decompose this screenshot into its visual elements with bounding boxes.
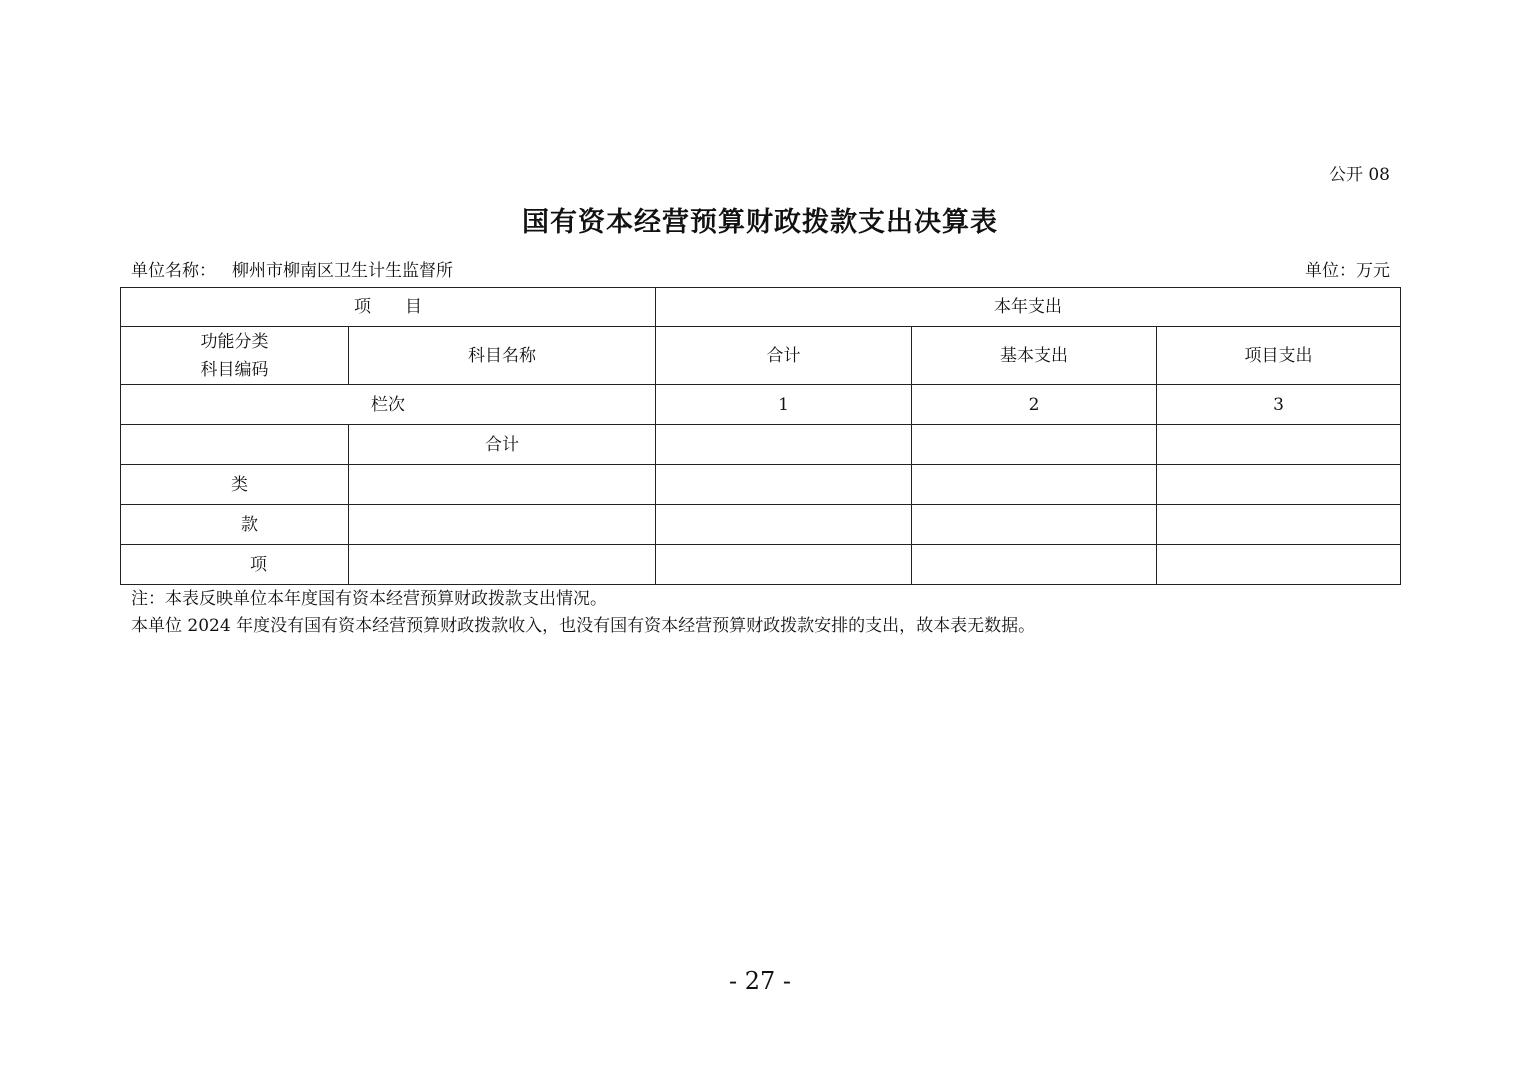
- unit-name-block: [131, 256, 453, 281]
- column-number: 3: [1157, 385, 1401, 425]
- row-basic: [912, 505, 1157, 545]
- row-name: [349, 505, 656, 545]
- header-subject-name: 科目名称: [349, 327, 656, 385]
- unit-name-label: 单位名称：: [131, 261, 216, 281]
- header-function-code: [121, 327, 349, 385]
- row-name: 合计: [349, 425, 656, 465]
- table-subheader-row: [121, 327, 1401, 385]
- table-header-row: [121, 288, 1401, 327]
- header-project-expenditure: 项目支出: [1157, 327, 1401, 385]
- row-name: [349, 545, 656, 585]
- meta-row: [131, 256, 1390, 281]
- row-code: 类: [121, 465, 349, 505]
- row-code: 款: [121, 505, 349, 545]
- row-code: [121, 425, 349, 465]
- header-total: 合计: [656, 327, 912, 385]
- row-basic: [912, 425, 1157, 465]
- notes: [131, 586, 1035, 640]
- column-number: 2: [912, 385, 1157, 425]
- document-code: 公开 08: [1328, 165, 1390, 185]
- unit-name-value: 柳州市柳南区卫生计生监督所: [232, 261, 453, 281]
- column-number: 1: [656, 385, 912, 425]
- row-basic: [912, 465, 1157, 505]
- table-row: [121, 545, 1401, 585]
- note-line: 本单位 2024 年度没有国有资本经营预算财政拨款收入，也没有国有资本经营预算财政拨款安排的支出，故本表无数据。: [131, 616, 1036, 636]
- note-line: 注：本表反映单位本年度国有资本经营预算财政拨款支出情况。: [131, 589, 607, 609]
- expenditure-table: [120, 287, 1401, 585]
- page-number: - 27 -: [728, 967, 791, 995]
- row-project: [1157, 465, 1401, 505]
- row-code: 项: [121, 545, 349, 585]
- row-name: [349, 465, 656, 505]
- document-title: 国有资本经营预算财政拨款支出决算表: [522, 207, 998, 238]
- header-function-code-line2: 科目编码: [200, 359, 269, 380]
- column-number-row: [121, 385, 1401, 425]
- table-row: [121, 465, 1401, 505]
- row-project: [1157, 545, 1401, 585]
- row-project: [1157, 505, 1401, 545]
- header-year-expenditure: 本年支出: [656, 288, 1401, 327]
- row-basic: [912, 545, 1157, 585]
- row-total: [656, 425, 912, 465]
- table-row: [121, 505, 1401, 545]
- row-total: [656, 465, 912, 505]
- header-basic-expenditure: 基本支出: [912, 327, 1157, 385]
- row-total: [656, 545, 912, 585]
- row-project: [1157, 425, 1401, 465]
- currency-unit-label: 单位：万元: [1305, 261, 1390, 281]
- header-item: 项 目: [121, 288, 656, 327]
- table-row: [121, 425, 1401, 465]
- column-label: 栏次: [121, 385, 656, 425]
- row-total: [656, 505, 912, 545]
- header-function-code-line1: 功能分类: [200, 331, 269, 352]
